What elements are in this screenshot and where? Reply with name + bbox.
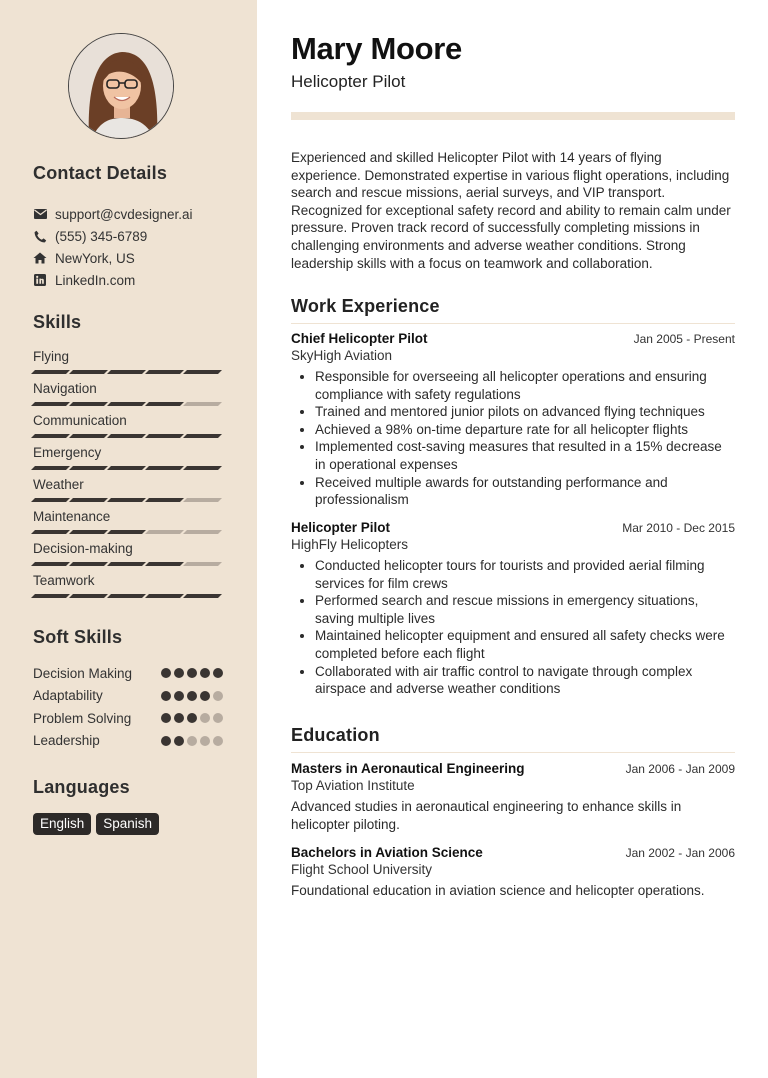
job-bullets bbox=[291, 368, 735, 509]
soft-skill-rating bbox=[161, 736, 223, 746]
skills-list bbox=[33, 348, 223, 604]
languages-list bbox=[33, 813, 159, 835]
job-company: HighFly Helicopters bbox=[291, 537, 409, 552]
skill-level-segment bbox=[145, 402, 184, 406]
skill-label: Flying bbox=[33, 349, 70, 364]
skill-level-bar bbox=[33, 594, 220, 598]
education-heading: Education bbox=[291, 725, 735, 753]
education-entry bbox=[291, 761, 735, 833]
rating-dot bbox=[187, 668, 197, 678]
job-bullet: • Received multiple awards for outstanding performance and professionalism bbox=[315, 474, 735, 509]
skill-label: Decision-making bbox=[33, 541, 133, 556]
skill-level-segment bbox=[69, 466, 108, 470]
skill-level-segment bbox=[31, 402, 70, 406]
degree-title: Masters in Aeronautical Engineering bbox=[291, 761, 525, 776]
rating-dot bbox=[161, 691, 171, 701]
rating-dot bbox=[187, 736, 197, 746]
skill-item bbox=[33, 540, 223, 572]
work-experience-heading: Work Experience bbox=[291, 296, 735, 324]
job-bullet: • Maintained helicopter equipment and ensured all safety checks were completed before each flight bbox=[315, 627, 735, 662]
contact-location-text: NewYork, US bbox=[55, 250, 135, 266]
rating-dot bbox=[174, 736, 184, 746]
candidate-name: Mary Moore bbox=[291, 31, 462, 66]
education-dates: Jan 2006 - Jan 2009 bbox=[625, 762, 735, 776]
rating-dot bbox=[213, 713, 223, 723]
skill-level-bar bbox=[33, 370, 220, 374]
rating-dot bbox=[174, 691, 184, 701]
skill-level-segment bbox=[145, 498, 184, 502]
skill-level-segment bbox=[31, 594, 70, 598]
education-entry bbox=[291, 845, 735, 900]
soft-skill-item bbox=[33, 707, 223, 730]
skill-level-segment bbox=[31, 466, 70, 470]
language-tag: Spanish bbox=[96, 813, 159, 835]
rating-dot bbox=[213, 736, 223, 746]
header-divider bbox=[291, 112, 735, 120]
skill-level-segment bbox=[145, 530, 184, 534]
rating-dot bbox=[213, 691, 223, 701]
skill-level-bar bbox=[33, 402, 220, 406]
rating-dot bbox=[161, 736, 171, 746]
job-title: Helicopter Pilot bbox=[291, 520, 391, 535]
skill-level-segment bbox=[145, 466, 184, 470]
phone-icon bbox=[33, 229, 47, 243]
contact-linkedin[interactable] bbox=[33, 269, 193, 291]
job-bullet: • Responsible for overseeing all helicopter operations and ensuring compliance with safety regulations bbox=[315, 368, 735, 403]
school-name: Top Aviation Institute bbox=[291, 778, 415, 793]
home-icon bbox=[33, 251, 47, 265]
envelope-icon bbox=[33, 207, 47, 221]
skill-item bbox=[33, 412, 223, 444]
school-name: Flight School University bbox=[291, 862, 433, 877]
skill-level-segment bbox=[107, 594, 146, 598]
skill-item bbox=[33, 380, 223, 412]
skill-level-segment bbox=[107, 370, 146, 374]
skill-level-segment bbox=[31, 498, 70, 502]
skill-level-bar bbox=[33, 530, 220, 534]
rating-dot bbox=[187, 691, 197, 701]
skill-level-segment bbox=[69, 402, 108, 406]
skill-level-segment bbox=[31, 434, 70, 438]
job-bullet: • Collaborated with air traffic control to navigate through complex airspace and adverse weather conditions bbox=[315, 663, 735, 698]
contact-phone[interactable] bbox=[33, 225, 193, 247]
skill-level-segment bbox=[69, 594, 108, 598]
profile-photo bbox=[68, 33, 174, 139]
skill-level-segment bbox=[183, 562, 222, 566]
skill-item bbox=[33, 348, 223, 380]
rating-dot bbox=[174, 668, 184, 678]
skill-label: Navigation bbox=[33, 381, 97, 396]
job-bullet: • Achieved a 98% on-time departure rate for all helicopter flights bbox=[315, 421, 735, 439]
soft-skill-rating bbox=[161, 713, 223, 723]
job-entry bbox=[291, 331, 735, 509]
job-bullet: • Implemented cost-saving measures that resulted in a 15% decrease in operational expenses bbox=[315, 438, 735, 473]
education-dates: Jan 2002 - Jan 2006 bbox=[625, 846, 735, 860]
skill-label: Maintenance bbox=[33, 509, 111, 524]
rating-dot bbox=[200, 691, 210, 701]
skill-level-bar bbox=[33, 466, 220, 470]
job-bullet: • Performed search and rescue missions in emergency situations, saving multiple lives bbox=[315, 592, 735, 627]
skill-level-segment bbox=[145, 370, 184, 374]
contact-phone-text: (555) 345-6789 bbox=[55, 228, 148, 244]
contact-location bbox=[33, 247, 193, 269]
skill-level-segment bbox=[69, 562, 108, 566]
soft-skill-rating bbox=[161, 691, 223, 701]
main-content bbox=[291, 0, 735, 1078]
contact-linkedin-text: LinkedIn.com bbox=[55, 272, 136, 288]
skill-level-segment bbox=[183, 434, 222, 438]
rating-dot bbox=[200, 713, 210, 723]
skill-level-segment bbox=[69, 530, 108, 534]
skill-item bbox=[33, 444, 223, 476]
skill-level-segment bbox=[183, 498, 222, 502]
contact-heading: Contact Details bbox=[33, 163, 168, 183]
language-tag: English bbox=[33, 813, 91, 835]
skill-level-segment bbox=[183, 402, 222, 406]
skill-item bbox=[33, 572, 223, 604]
skill-level-segment bbox=[69, 370, 108, 374]
skill-level-segment bbox=[107, 434, 146, 438]
skill-label: Emergency bbox=[33, 445, 102, 460]
skill-level-segment bbox=[145, 562, 184, 566]
soft-skill-rating bbox=[161, 668, 223, 678]
rating-dot bbox=[161, 668, 171, 678]
skill-item bbox=[33, 476, 223, 508]
job-company: SkyHigh Aviation bbox=[291, 348, 393, 363]
rating-dot bbox=[174, 713, 184, 723]
skills-heading: Skills bbox=[33, 312, 82, 332]
skill-level-segment bbox=[107, 466, 146, 470]
languages-heading: Languages bbox=[33, 777, 130, 797]
skill-label: Teamwork bbox=[33, 573, 95, 588]
soft-skill-item bbox=[33, 730, 223, 753]
skill-label: Weather bbox=[33, 477, 84, 492]
soft-skills-heading: Soft Skills bbox=[33, 627, 123, 647]
skill-level-segment bbox=[145, 434, 184, 438]
skill-level-segment bbox=[69, 498, 108, 502]
soft-skill-label: Decision Making bbox=[33, 665, 133, 681]
soft-skills-list bbox=[33, 662, 223, 752]
skill-level-segment bbox=[107, 562, 146, 566]
skill-level-segment bbox=[107, 402, 146, 406]
skill-level-segment bbox=[107, 530, 146, 534]
skill-level-segment bbox=[183, 466, 222, 470]
skill-level-bar bbox=[33, 434, 220, 438]
soft-skill-label: Problem Solving bbox=[33, 710, 132, 726]
summary: Experienced and skilled Helicopter Pilot with 14 years of flying experience. Demonstrated expertise in various flight operations, including search and rescue missions, aerial surveys, and VIP transport. Recognized for exceptional safety record and ability to remain calm under pressure. Proven track record of successfully completing missions in challenging environments and adverse weather conditions. Strong leadership skills with a focus on teamwork and collaboration. bbox=[291, 150, 731, 271]
rating-dot bbox=[200, 668, 210, 678]
sidebar bbox=[0, 0, 257, 1078]
skill-item bbox=[33, 508, 223, 540]
job-bullet: • Conducted helicopter tours for tourists and provided aerial filming services for film crews bbox=[315, 557, 735, 592]
job-bullet: • Trained and mentored junior pilots on advanced flying techniques bbox=[315, 403, 735, 421]
skill-label: Communication bbox=[33, 413, 127, 428]
skill-level-bar bbox=[33, 562, 220, 566]
contact-list bbox=[33, 203, 193, 291]
education-description: Foundational education in aviation science and helicopter operations. bbox=[291, 883, 705, 898]
rating-dot bbox=[200, 736, 210, 746]
job-dates: Jan 2005 - Present bbox=[633, 332, 735, 346]
contact-email-text: support@cvdesigner.ai bbox=[55, 206, 193, 222]
rating-dot bbox=[213, 668, 223, 678]
skill-level-segment bbox=[31, 530, 70, 534]
skill-level-segment bbox=[31, 562, 70, 566]
degree-title: Bachelors in Aviation Science bbox=[291, 845, 483, 860]
skill-level-segment bbox=[183, 530, 222, 534]
soft-skill-item bbox=[33, 685, 223, 708]
soft-skill-label: Leadership bbox=[33, 733, 100, 749]
rating-dot bbox=[187, 713, 197, 723]
job-entry bbox=[291, 520, 735, 698]
skill-level-segment bbox=[145, 594, 184, 598]
education-description: Advanced studies in aeronautical engineering to enhance skills in helicopter piloting. bbox=[291, 799, 682, 832]
candidate-title: Helicopter Pilot bbox=[291, 72, 406, 91]
job-dates: Mar 2010 - Dec 2015 bbox=[622, 521, 735, 535]
skill-level-segment bbox=[183, 370, 222, 374]
skill-level-segment bbox=[107, 498, 146, 502]
job-bullets bbox=[291, 557, 735, 698]
skill-level-bar bbox=[33, 498, 220, 502]
linkedin-icon bbox=[33, 273, 47, 287]
rating-dot bbox=[161, 713, 171, 723]
skill-level-segment bbox=[31, 370, 70, 374]
contact-email[interactable] bbox=[33, 203, 193, 225]
soft-skill-item bbox=[33, 662, 223, 685]
soft-skill-label: Adaptability bbox=[33, 688, 103, 704]
skill-level-segment bbox=[183, 594, 222, 598]
skill-level-segment bbox=[69, 434, 108, 438]
job-title: Chief Helicopter Pilot bbox=[291, 331, 428, 346]
